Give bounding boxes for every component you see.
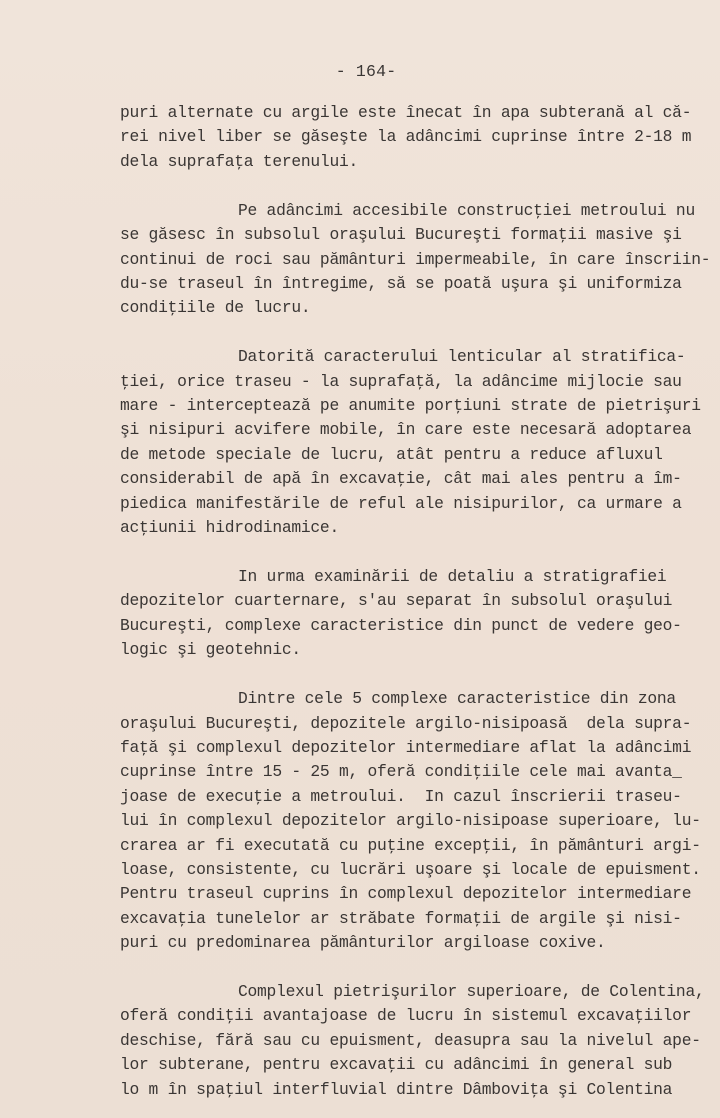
text-line: oferă condiţii avantajoase de lucru în sistemul excavaţiilor — [120, 1006, 692, 1026]
paragraph — [120, 101, 720, 174]
paragraph — [120, 345, 720, 540]
text-line: ţiei, orice traseu - la suprafaţă, la adâncime mijlocie sau — [120, 371, 682, 391]
text-line: logic şi geotehnic. — [120, 640, 301, 660]
paragraph — [120, 199, 720, 321]
text-line: considerabil de apă în excavaţie, cât mai ales pentru a îm- — [120, 469, 682, 489]
text-line: condiţiile de lucru. — [120, 298, 311, 318]
text-line: şi nisipuri acvifere mobile, în care este necesară adoptarea — [120, 420, 692, 440]
paragraph — [120, 565, 720, 663]
text-line: faţă şi complexul depozitelor intermediare aflat la adâncimi — [120, 737, 692, 757]
text-line: lo m în spaţiul interfluvial dintre Dâmboviţa şi Colentina — [120, 1079, 673, 1099]
text-line: de metode speciale de lucru, atât pentru a reduce afluxul — [120, 444, 663, 464]
text-line: Datorită caracterului lenticular al stratifica- — [238, 347, 686, 367]
text-line: In urma examinării de detaliu a stratigrafiei — [238, 567, 667, 587]
text-line: depozitelor cuarternare, s'au separat în subsolul oraşului — [120, 591, 673, 611]
text-line: continui de roci sau pământuri impermeabile, în care înscriin- — [120, 249, 711, 269]
paragraph — [120, 980, 720, 1102]
text-line: lor subterane, pentru excavaţii cu adâncimi în general sub — [120, 1055, 673, 1075]
page-number: - 164- — [335, 62, 397, 81]
paragraph — [120, 687, 720, 955]
text-line: acţiunii hidrodinamice. — [120, 518, 339, 538]
text-line: Complexul pietrişurilor superioare, de Colentina, — [238, 982, 705, 1002]
text-line: Pentru traseul cuprins în complexul depozitelor intermediare — [120, 884, 692, 904]
text-line: deschise, fără sau cu epuisment, deasupra sau la nivelul ape- — [120, 1030, 701, 1050]
text-line: crarea ar fi executată cu puţine excepţii, în pământuri argi- — [120, 835, 701, 855]
text-line: excavaţia tunelelor ar străbate formaţii de argile şi nisi- — [120, 908, 682, 928]
text-line: puri alternate cu argile este înecat în apa subterană al că- — [120, 103, 692, 122]
text-line: puri cu predominarea pământurilor argiloase coxive. — [120, 933, 606, 953]
text-line: rei nivel liber se găseşte la adâncimi cuprinse între 2-18 m — [120, 127, 692, 147]
text-line: cuprinse între 15 - 25 m, oferă condiţiile cele mai avanta_ — [120, 762, 682, 782]
text-line: Bucureşti, complexe caracteristice din punct de vedere geo- — [120, 615, 682, 635]
text-line: du-se traseul în întregime, să se poată uşura şi uniformiza — [120, 273, 682, 293]
text-line: Dintre cele 5 complexe caracteristice din zona — [238, 689, 676, 709]
text-line: se găsesc în subsolul oraşului Bucureşti formaţii masive şi — [120, 225, 682, 245]
text-line: Pe adâncimi accesibile construcţiei metroului nu — [238, 200, 695, 220]
text-line: piedica manifestările de reful ale nisipurilor, ca urmare a — [120, 493, 682, 513]
body-text — [120, 101, 720, 1102]
text-line: oraşului Bucureşti, depozitele argilo-nisipoasă dela supra- — [120, 713, 692, 733]
text-line: dela suprafaţa terenului. — [120, 151, 359, 171]
text-line: loase, consistente, cu lucrări uşoare şi locale de epuisment. — [120, 859, 701, 879]
text-line: joase de execuţie a metroului. In cazul înscrierii traseu- — [120, 786, 682, 806]
text-line: mare - interceptează pe anumite porţiuni strate de pietrişuri — [120, 396, 701, 416]
text-line: lui în complexul depozitelor argilo-nisipoase superioare, lu- — [120, 811, 701, 831]
